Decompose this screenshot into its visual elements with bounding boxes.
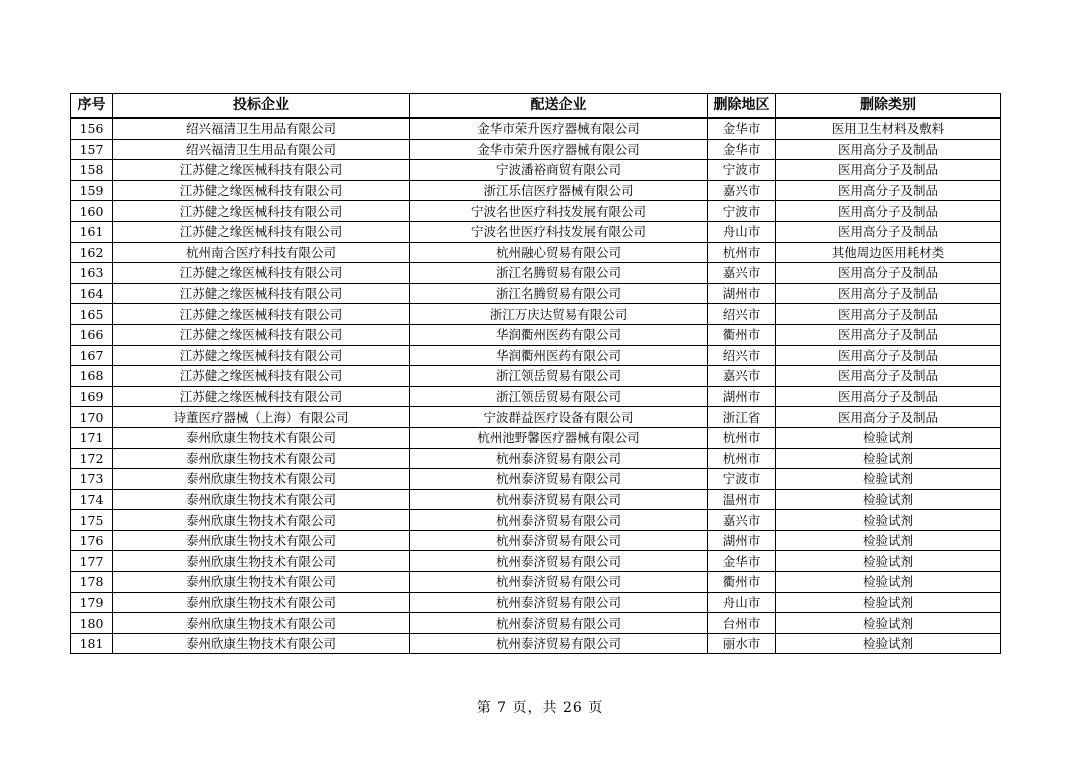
cell-distributor: 宁波名世医疗科技发展有限公司 — [410, 221, 708, 242]
cell-seq: 177 — [71, 551, 113, 572]
cell-distributor: 浙江名腾贸易有限公司 — [410, 283, 708, 304]
cell-seq: 167 — [71, 345, 113, 366]
cell-region: 嘉兴市 — [708, 510, 776, 531]
cell-distributor: 杭州泰济贸易有限公司 — [410, 551, 708, 572]
cell-region: 浙江省 — [708, 407, 776, 428]
cell-seq: 159 — [71, 180, 113, 201]
cell-distributor: 杭州融心贸易有限公司 — [410, 242, 708, 263]
cell-category: 检验试剂 — [776, 530, 1001, 551]
table-row — [71, 427, 1001, 448]
cell-bidder: 泰州欣康生物技术有限公司 — [113, 551, 410, 572]
cell-region: 舟山市 — [708, 221, 776, 242]
cell-distributor: 金华市荣升医疗器械有限公司 — [410, 118, 708, 139]
table-row — [71, 345, 1001, 366]
cell-region: 湖州市 — [708, 283, 776, 304]
cell-category: 检验试剂 — [776, 448, 1001, 469]
table-header-row — [71, 94, 1001, 119]
cell-category: 检验试剂 — [776, 427, 1001, 448]
cell-seq: 180 — [71, 613, 113, 634]
table-row — [71, 180, 1001, 201]
cell-bidder: 江苏健之缘医械科技有限公司 — [113, 304, 410, 325]
cell-distributor: 杭州泰济贸易有限公司 — [410, 489, 708, 510]
table-row — [71, 366, 1001, 387]
table-row — [71, 242, 1001, 263]
cell-distributor: 宁波群益医疗设备有限公司 — [410, 407, 708, 428]
cell-distributor: 华润衢州医药有限公司 — [410, 324, 708, 345]
cell-seq: 165 — [71, 304, 113, 325]
cell-category: 其他周边医用耗材类 — [776, 242, 1001, 263]
cell-category: 医用高分子及制品 — [776, 263, 1001, 284]
header-bidder: 投标企业 — [113, 94, 410, 119]
table-row — [71, 304, 1001, 325]
cell-bidder: 江苏健之缘医械科技有限公司 — [113, 221, 410, 242]
cell-region: 衢州市 — [708, 572, 776, 593]
table-row — [71, 324, 1001, 345]
cell-category: 检验试剂 — [776, 592, 1001, 613]
cell-category: 医用高分子及制品 — [776, 201, 1001, 222]
cell-distributor: 杭州泰济贸易有限公司 — [410, 469, 708, 490]
table-row — [71, 448, 1001, 469]
cell-category: 检验试剂 — [776, 489, 1001, 510]
table-row — [71, 407, 1001, 428]
cell-seq: 173 — [71, 469, 113, 490]
cell-distributor: 宁波名世医疗科技发展有限公司 — [410, 201, 708, 222]
cell-bidder: 泰州欣康生物技术有限公司 — [113, 572, 410, 593]
cell-distributor: 杭州泰济贸易有限公司 — [410, 530, 708, 551]
cell-bidder: 泰州欣康生物技术有限公司 — [113, 530, 410, 551]
table-row — [71, 489, 1001, 510]
cell-distributor: 杭州池野馨医疗器械有限公司 — [410, 427, 708, 448]
table-row — [71, 263, 1001, 284]
cell-bidder: 江苏健之缘医械科技有限公司 — [113, 386, 410, 407]
cell-region: 金华市 — [708, 139, 776, 160]
cell-category: 检验试剂 — [776, 510, 1001, 531]
cell-category: 医用高分子及制品 — [776, 283, 1001, 304]
cell-seq: 174 — [71, 489, 113, 510]
cell-distributor: 浙江乐信医疗器械有限公司 — [410, 180, 708, 201]
cell-category: 医用高分子及制品 — [776, 304, 1001, 325]
header-seq: 序号 — [71, 94, 113, 119]
table-row — [71, 386, 1001, 407]
cell-bidder: 泰州欣康生物技术有限公司 — [113, 633, 410, 654]
cell-region: 台州市 — [708, 613, 776, 634]
cell-seq: 176 — [71, 530, 113, 551]
cell-seq: 169 — [71, 386, 113, 407]
cell-category: 检验试剂 — [776, 551, 1001, 572]
table-row — [71, 572, 1001, 593]
cell-distributor: 浙江名腾贸易有限公司 — [410, 263, 708, 284]
cell-seq: 163 — [71, 263, 113, 284]
cell-distributor: 杭州泰济贸易有限公司 — [410, 592, 708, 613]
cell-category: 医用卫生材料及敷料 — [776, 118, 1001, 139]
cell-bidder: 泰州欣康生物技术有限公司 — [113, 592, 410, 613]
cell-seq: 160 — [71, 201, 113, 222]
cell-category: 检验试剂 — [776, 469, 1001, 490]
cell-bidder: 绍兴福清卫生用品有限公司 — [113, 139, 410, 160]
cell-seq: 172 — [71, 448, 113, 469]
cell-region: 舟山市 — [708, 592, 776, 613]
cell-category: 医用高分子及制品 — [776, 160, 1001, 181]
cell-region: 杭州市 — [708, 448, 776, 469]
cell-bidder: 泰州欣康生物技术有限公司 — [113, 448, 410, 469]
cell-region: 嘉兴市 — [708, 180, 776, 201]
cell-seq: 175 — [71, 510, 113, 531]
cell-bidder: 江苏健之缘医械科技有限公司 — [113, 201, 410, 222]
cell-bidder: 泰州欣康生物技术有限公司 — [113, 469, 410, 490]
cell-distributor: 华润衢州医药有限公司 — [410, 345, 708, 366]
cell-bidder: 江苏健之缘医械科技有限公司 — [113, 345, 410, 366]
table-row — [71, 613, 1001, 634]
table-row — [71, 551, 1001, 572]
table-row — [71, 510, 1001, 531]
cell-distributor: 杭州泰济贸易有限公司 — [410, 613, 708, 634]
cell-seq: 171 — [71, 427, 113, 448]
table-row — [71, 221, 1001, 242]
cell-distributor: 杭州泰济贸易有限公司 — [410, 572, 708, 593]
table-row — [71, 469, 1001, 490]
cell-seq: 157 — [71, 139, 113, 160]
cell-bidder: 江苏健之缘医械科技有限公司 — [113, 263, 410, 284]
cell-distributor: 浙江万庆达贸易有限公司 — [410, 304, 708, 325]
table-body — [71, 118, 1001, 654]
cell-region: 绍兴市 — [708, 304, 776, 325]
cell-region: 绍兴市 — [708, 345, 776, 366]
cell-region: 杭州市 — [708, 427, 776, 448]
cell-region: 衢州市 — [708, 324, 776, 345]
cell-distributor: 杭州泰济贸易有限公司 — [410, 448, 708, 469]
cell-seq: 158 — [71, 160, 113, 181]
cell-region: 金华市 — [708, 551, 776, 572]
cell-distributor: 杭州泰济贸易有限公司 — [410, 633, 708, 654]
cell-seq: 162 — [71, 242, 113, 263]
cell-bidder: 江苏健之缘医械科技有限公司 — [113, 160, 410, 181]
header-distributor: 配送企业 — [410, 94, 708, 119]
cell-region: 宁波市 — [708, 160, 776, 181]
cell-bidder: 泰州欣康生物技术有限公司 — [113, 427, 410, 448]
table-row — [71, 633, 1001, 654]
cell-bidder: 泰州欣康生物技术有限公司 — [113, 613, 410, 634]
cell-region: 嘉兴市 — [708, 263, 776, 284]
cell-category: 医用高分子及制品 — [776, 345, 1001, 366]
cell-region: 湖州市 — [708, 386, 776, 407]
cell-bidder: 江苏健之缘医械科技有限公司 — [113, 180, 410, 201]
table-row — [71, 530, 1001, 551]
cell-category: 医用高分子及制品 — [776, 324, 1001, 345]
cell-bidder: 泰州欣康生物技术有限公司 — [113, 510, 410, 531]
cell-seq: 166 — [71, 324, 113, 345]
table-row — [71, 592, 1001, 613]
cell-region: 宁波市 — [708, 469, 776, 490]
cell-seq: 164 — [71, 283, 113, 304]
cell-seq: 179 — [71, 592, 113, 613]
cell-distributor: 浙江领岳贸易有限公司 — [410, 386, 708, 407]
cell-seq: 156 — [71, 118, 113, 139]
cell-region: 丽水市 — [708, 633, 776, 654]
cell-seq: 161 — [71, 221, 113, 242]
cell-category: 医用高分子及制品 — [776, 180, 1001, 201]
cell-category: 医用高分子及制品 — [776, 407, 1001, 428]
cell-bidder: 杭州南合医疗科技有限公司 — [113, 242, 410, 263]
header-region: 删除地区 — [708, 94, 776, 119]
header-category: 删除类别 — [776, 94, 1001, 119]
cell-category: 检验试剂 — [776, 572, 1001, 593]
cell-category: 医用高分子及制品 — [776, 366, 1001, 387]
cell-bidder: 江苏健之缘医械科技有限公司 — [113, 283, 410, 304]
cell-distributor: 宁波潘裕商贸有限公司 — [410, 160, 708, 181]
cell-seq: 170 — [71, 407, 113, 428]
cell-region: 金华市 — [708, 118, 776, 139]
cell-distributor: 金华市荣升医疗器械有限公司 — [410, 139, 708, 160]
cell-category: 检验试剂 — [776, 613, 1001, 634]
cell-region: 杭州市 — [708, 242, 776, 263]
table-row — [71, 139, 1001, 160]
table-row — [71, 160, 1001, 181]
table-row — [71, 201, 1001, 222]
cell-category: 医用高分子及制品 — [776, 386, 1001, 407]
cell-distributor: 杭州泰济贸易有限公司 — [410, 510, 708, 531]
cell-region: 嘉兴市 — [708, 366, 776, 387]
cell-category: 医用高分子及制品 — [776, 139, 1001, 160]
cell-seq: 181 — [71, 633, 113, 654]
cell-seq: 168 — [71, 366, 113, 387]
cell-region: 湖州市 — [708, 530, 776, 551]
table-row — [71, 118, 1001, 139]
cell-category: 医用高分子及制品 — [776, 221, 1001, 242]
cell-region: 温州市 — [708, 489, 776, 510]
cell-bidder: 江苏健之缘医械科技有限公司 — [113, 324, 410, 345]
cell-bidder: 诗董医疗器械（上海）有限公司 — [113, 407, 410, 428]
cell-category: 检验试剂 — [776, 633, 1001, 654]
cell-bidder: 泰州欣康生物技术有限公司 — [113, 489, 410, 510]
cell-region: 宁波市 — [708, 201, 776, 222]
cell-bidder: 江苏健之缘医械科技有限公司 — [113, 366, 410, 387]
deletion-table — [70, 93, 1001, 654]
cell-bidder: 绍兴福清卫生用品有限公司 — [113, 118, 410, 139]
cell-seq: 178 — [71, 572, 113, 593]
page-number: 第 7 页，共 26 页 — [476, 700, 604, 716]
cell-distributor: 浙江领岳贸易有限公司 — [410, 366, 708, 387]
table-row — [71, 283, 1001, 304]
